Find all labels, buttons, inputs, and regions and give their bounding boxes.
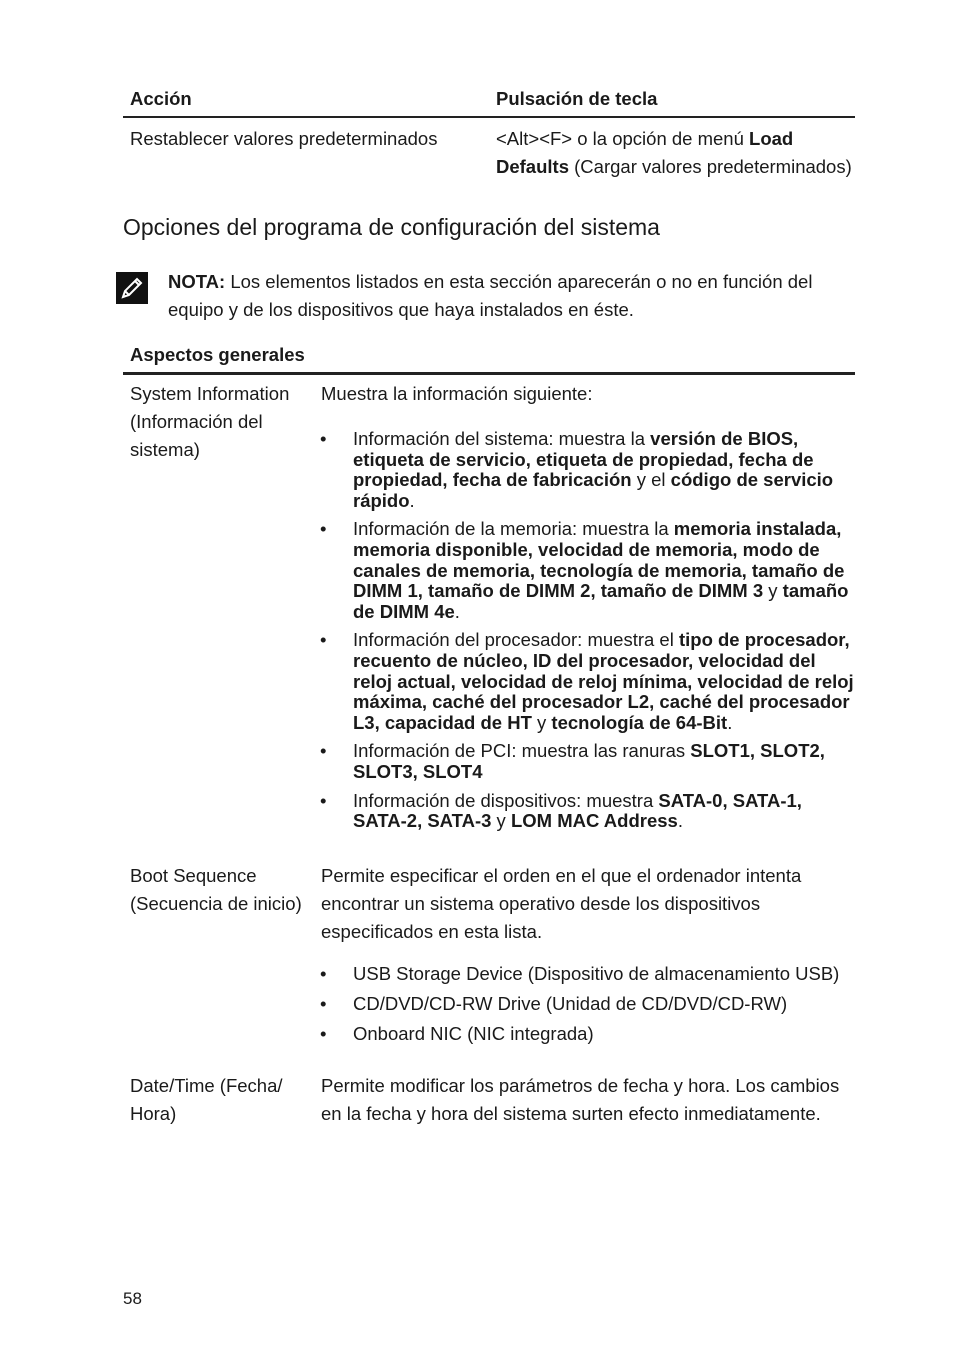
page-number: 58 xyxy=(123,1289,142,1308)
date-time-description: Permite modificar los parámetros de fecha y hora. Los cambios en la fecha y hora del sistema surten efecto inmediatamente. xyxy=(321,1075,840,1124)
table-header-rule xyxy=(123,116,855,118)
table-cell-key: <Alt><F> o la opción de menú Load Defaults (Cargar valores predeterminados) xyxy=(496,128,852,177)
general-table-header: Aspectos generales xyxy=(130,344,305,365)
list-item: • Información de la memoria: muestra la memoria instalada, memoria disponible, velocidad de memoria, modo de canales de memoria, tecnología de memoria, tamaño de DIMM 1, tamaño de DIMM 2, tamaño de DIMM 3 y tamaño de DIMM 4e. xyxy=(318,519,858,622)
row-label-system-information: System Information (Información del sistema) xyxy=(130,383,290,460)
system-info-list xyxy=(318,429,858,832)
system-info-intro: Muestra la información siguiente: xyxy=(321,383,593,404)
boot-sequence-description: Permite especificar el orden en el que el ordenador intenta encontrar un sistema operativo desde los dispositivos especificados en esta lista. xyxy=(321,865,802,942)
row-label-boot-sequence: Boot Sequence (Secuencia de inicio) xyxy=(130,865,302,914)
section-title: Opciones del programa de configuración del sistema xyxy=(123,214,660,240)
list-item: • Información de dispositivos: muestra SATA-0, SATA-1, SATA-2, SATA-3 y LOM MAC Address. xyxy=(318,791,858,832)
list-item: • Información del procesador: muestra el tipo de procesador, recuento de núcleo, ID del procesador, velocidad del reloj actual, velocidad de reloj mínima, velocidad de reloj máxima, caché del procesador L2, caché del procesador L3, capacidad de HT y tecnología de 64-Bit. xyxy=(318,630,858,733)
note-text: NOTA: Los elementos listados en esta sección aparecerán o no en función del equipo y de los dispositivos que haya instalados en éste. xyxy=(168,271,813,320)
boot-device-list xyxy=(318,962,858,1046)
list-item: • USB Storage Device (Dispositivo de almacenamiento USB) xyxy=(318,962,858,986)
general-table-rule xyxy=(123,372,855,375)
list-item: • CD/DVD/CD-RW Drive (Unidad de CD/DVD/CD-RW) xyxy=(318,992,858,1016)
table-header-key: Pulsación de tecla xyxy=(496,88,658,109)
table-cell-action: Restablecer valores predeterminados xyxy=(130,128,438,149)
pencil-note-icon xyxy=(116,272,148,304)
list-item: • Onboard NIC (NIC integrada) xyxy=(318,1022,858,1046)
row-label-date-time: Date/Time (Fecha/ Hora) xyxy=(130,1075,283,1124)
list-item: • Información de PCI: muestra las ranuras SLOT1, SLOT2, SLOT3, SLOT4 xyxy=(318,741,858,782)
table-header-action: Acción xyxy=(130,88,192,109)
list-item: • Información del sistema: muestra la versión de BIOS, etiqueta de servicio, etiqueta de propiedad, fecha de propiedad, fecha de fabricación y el código de servicio rápido. xyxy=(318,429,858,511)
